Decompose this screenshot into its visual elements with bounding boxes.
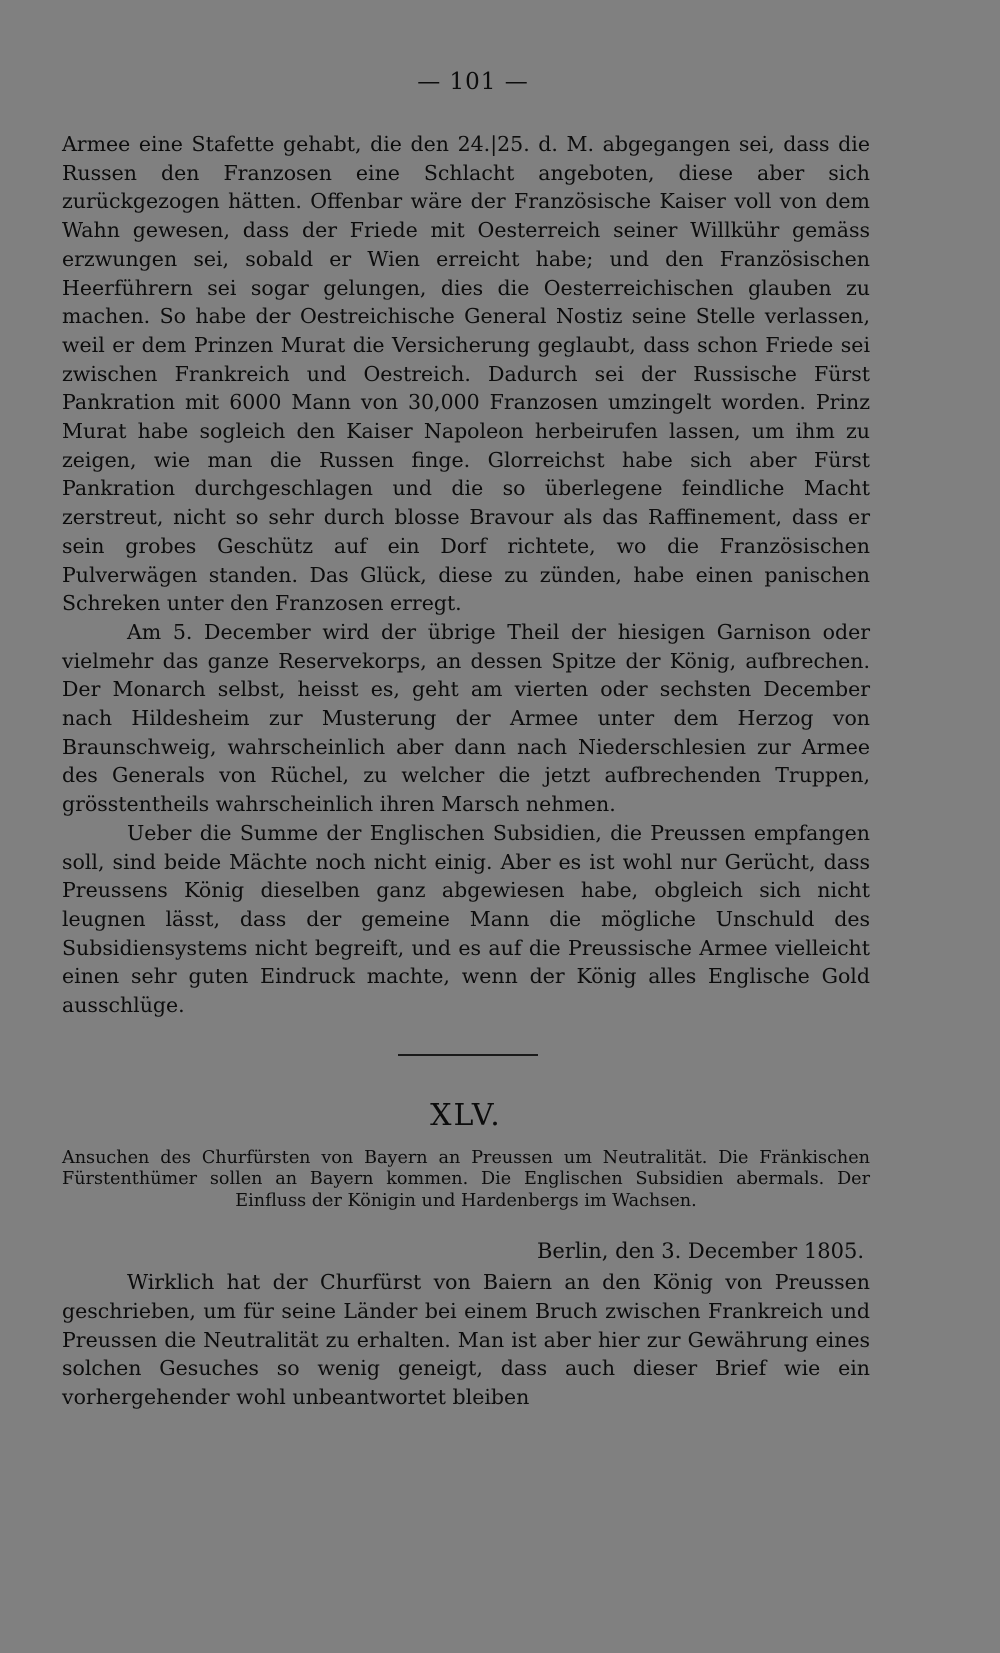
section-number-heading: XLV. (430, 1097, 502, 1133)
dateline: Berlin, den 3. December 1805. (536, 1239, 864, 1264)
letter-body-continued (62, 130, 870, 1020)
document-page (62, 62, 870, 1412)
paragraph: Armee eine Stafette gehabt, die den 24.|25. d. M. abgegangen sei, dass die Russen den Franzosen eine Schlacht angeboten, diese aber sich zurückgezogen hätten. Offenbar wäre der Französische Kaiser voll von dem Wahn gewesen, dass der Friede mit Oesterreich seiner Willkühr gemäss erzwungen sei, sobald er Wien erreicht habe; und den Französischen Heerführern sei sogar gelungen, dies die Oesterreichischen glauben zu machen. So habe der Oestreichische General Nostiz seine Stelle verlassen, weil er dem Prinzen Murat die Versicherung geglaubt, dass schon Friede sei zwischen Frankreich und Oestreich. Dadurch sei der Russische Fürst Pankration mit 6000 Mann von 30,000 Franzosen umzingelt worden. Prinz Murat habe sogleich den Kaiser Napoleon herbeirufen lassen, um ihm zu zeigen, wie man die Russen finge. Glorreichst habe sich aber Fürst Pankration durchgeschlagen und die so überlegene feindliche Macht zerstreut, nicht so sehr durch blosse Bravour als das Raffinement, dass er sein grobes Geschütz auf ein Dorf richtete, wo die Französischen Pulverwägen standen. Das Glück, diese zu zünden, habe einen panischen Schreken unter den Franzosen erregt. (62, 132, 870, 616)
section-summary: Ansuchen des Churfürsten von Bayern an Preussen um Neutralität. Die Fränkischen Fürstenthümer sollen an Bayern kommen. Die Englischen Subsidien abermals. Der Einfluss der Königin und Hardenbergs im Wachsen. (62, 1147, 870, 1211)
section-divider (398, 1054, 538, 1056)
paragraph: Am 5. December wird der übrige Theil der hiesigen Garnison oder vielmehr das ganze Reservekorps, an dessen Spitze der König, aufbrechen. Der Monarch selbst, heisst es, geht am vierten oder sechsten December nach Hildesheim zur Musterung der Armee unter dem Herzog von Braunschweig, wahrscheinlich aber dann nach Niederschlesien zur Armee des Generals von Rüchel, zu welcher die jetzt aufbrechenden Truppen, grösstentheils wahrscheinlich ihren Marsch nehmen. (62, 619, 870, 817)
letter-body (62, 1268, 870, 1412)
paragraph: Ueber die Summe der Englischen Subsidien, die Preussen empfangen soll, sind beide Mächte noch nicht einig. Aber es ist wohl nur Gerücht, dass Preussens König dieselben ganz abgewiesen habe, obgleich sich nicht leugnen lässt, dass der gemeine Mann die mögliche Unschuld des Subsidiensystems nicht begreift, und es auf die Preussische Armee vielleicht einen sehr guten Eindruck machte, wenn der König alles Englische Gold ausschlüge. (62, 820, 870, 1018)
paragraph: Wirklich hat der Churfürst von Baiern an den König von Preussen geschrieben, um für seine Länder bei einem Bruch zwischen Frankreich und Preussen die Neutralität zu erhalten. Man ist aber hier zur Gewährung eines solchen Gesuches so wenig geneigt, dass auch dieser Brief wie ein vorhergehender wohl unbeantwortet bleiben (62, 1270, 870, 1410)
page-number: — 101 — (417, 69, 529, 95)
